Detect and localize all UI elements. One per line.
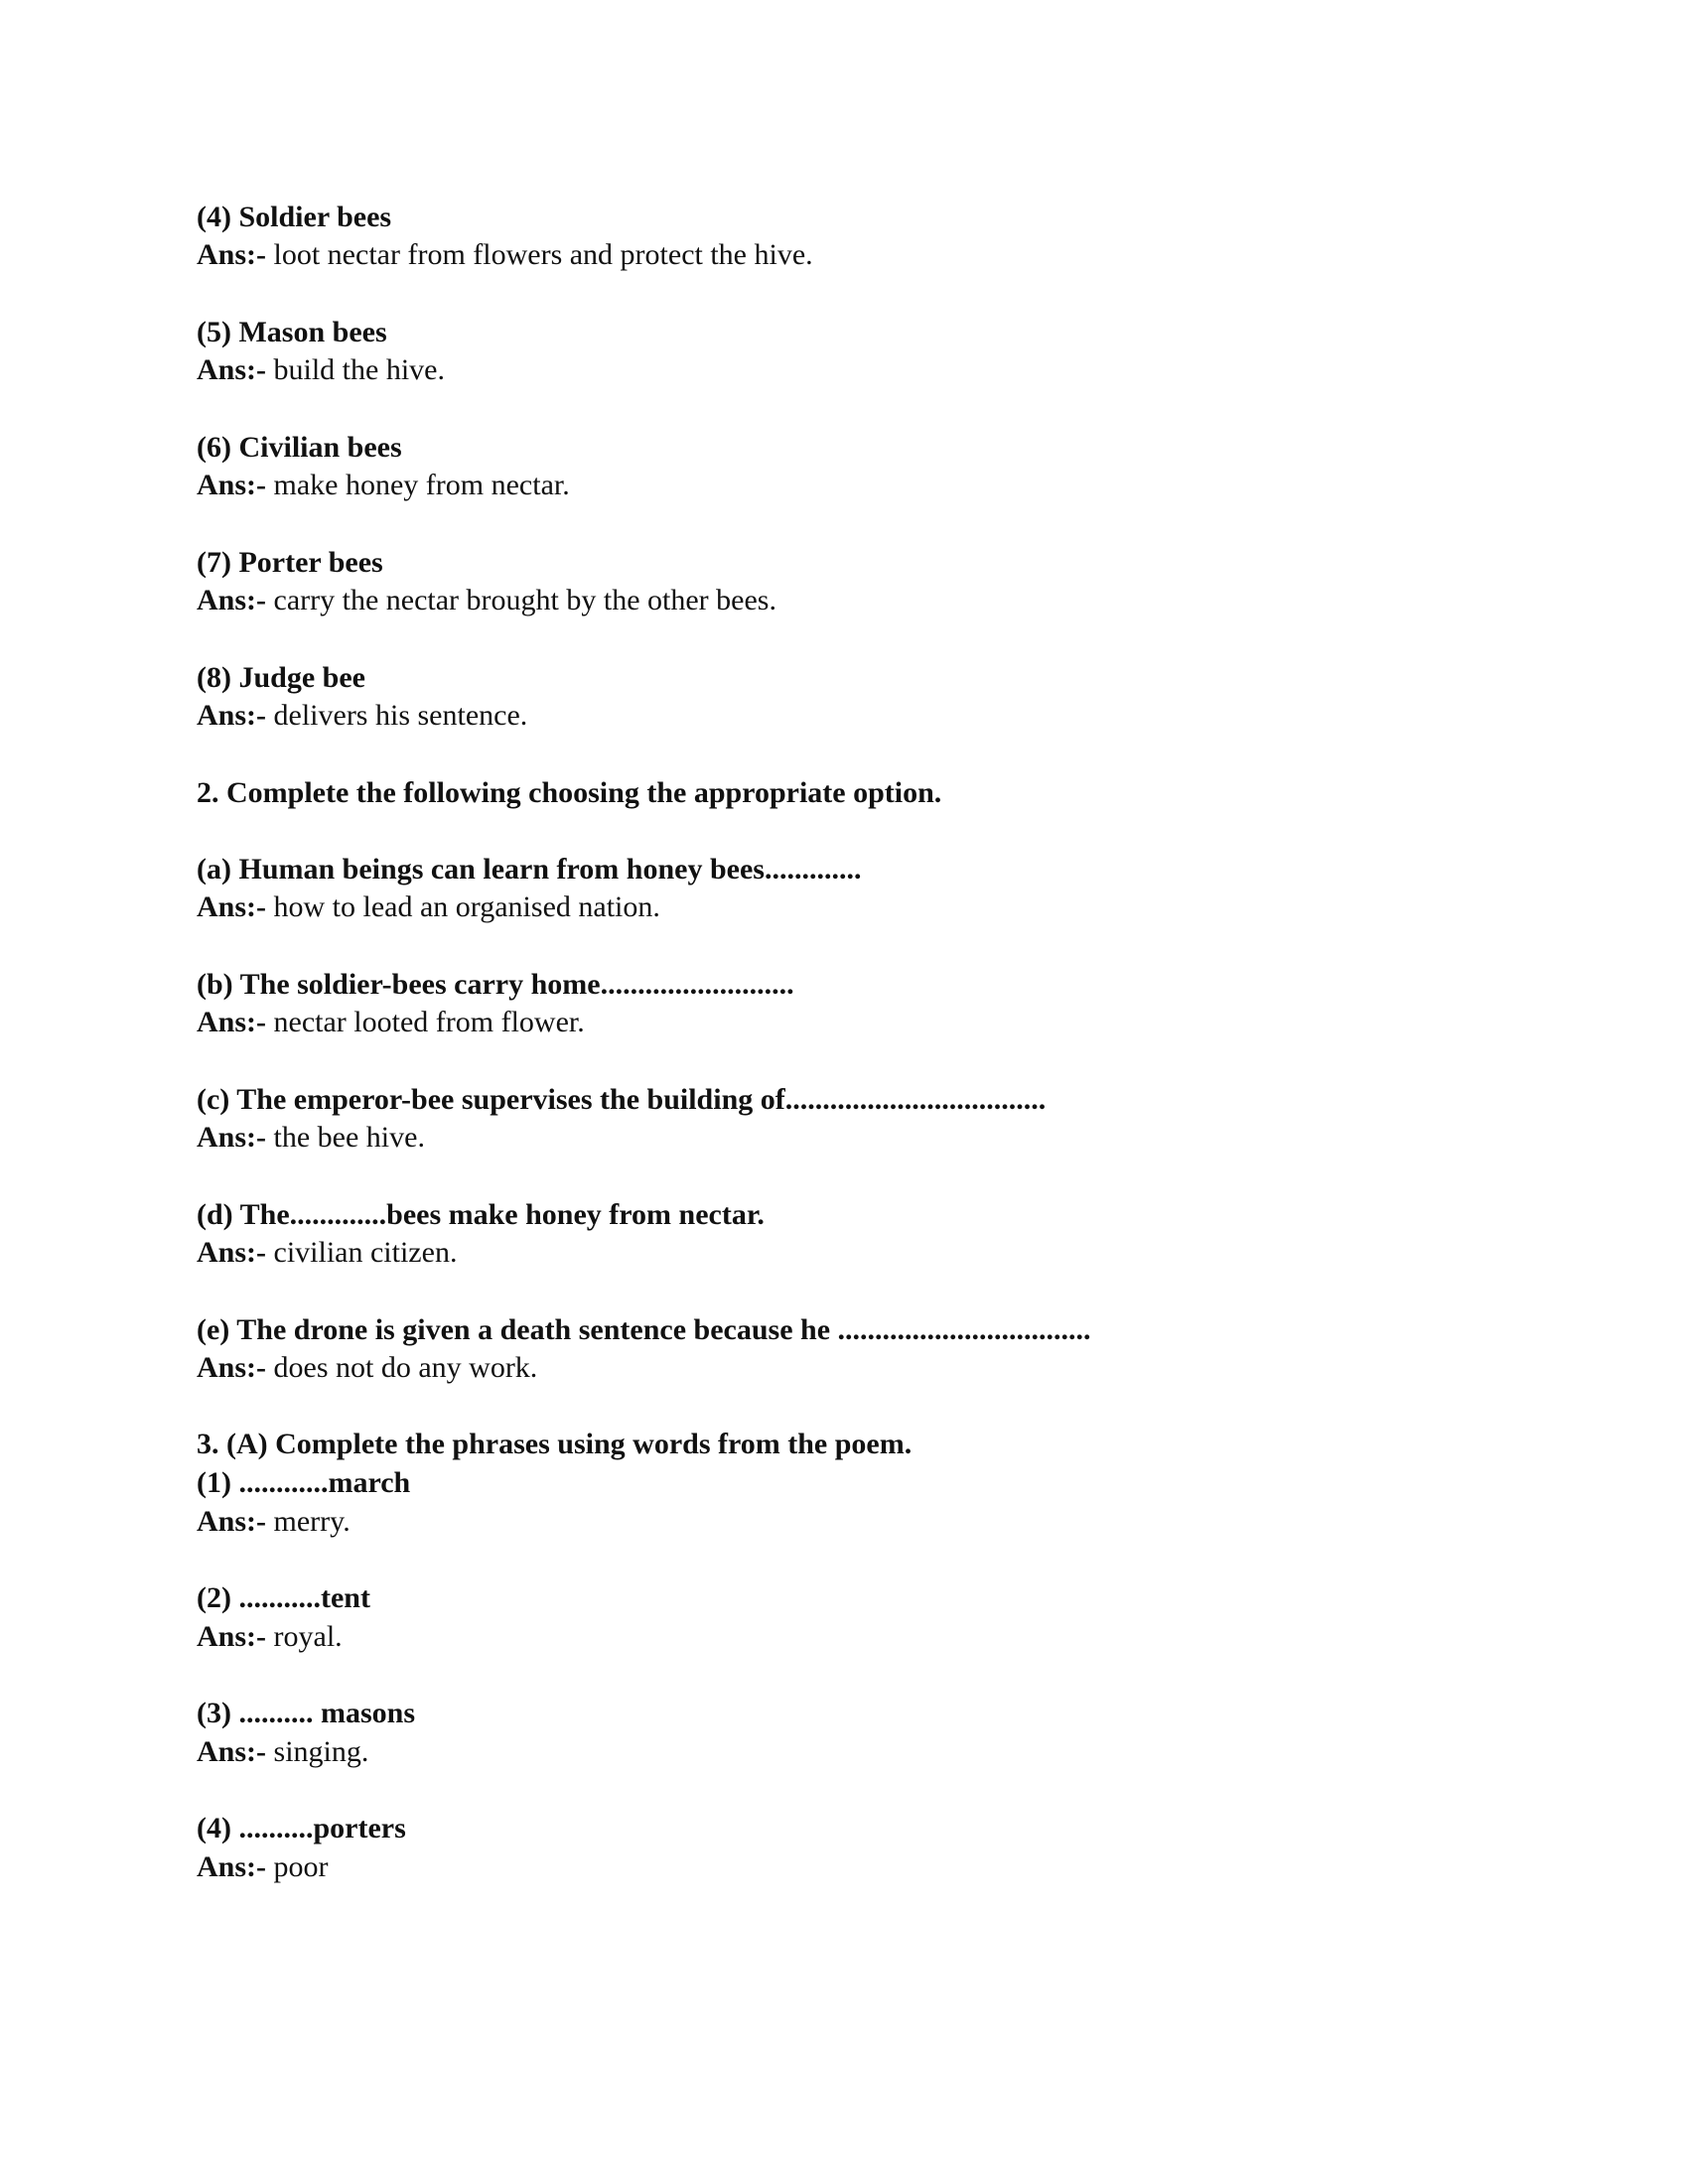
answer-label: Ans:-: [197, 469, 267, 501]
question-3a-1: (1) ............march: [197, 1466, 411, 1499]
answer-text: merry.: [266, 1505, 351, 1538]
answer-label: Ans:-: [197, 1121, 267, 1154]
answer-text: build the hive.: [266, 353, 445, 386]
question-2e: (e) The drone is given a death sentence because he ..................................: [197, 1313, 1091, 1346]
answer-label: Ans:-: [197, 1505, 267, 1538]
answer-label: Ans:-: [197, 353, 267, 386]
answer-text: how to lead an organised nation.: [266, 890, 660, 923]
answer-judge-bee: [197, 697, 527, 735]
answer-text: delivers his sentence.: [266, 699, 528, 732]
answer-2d: [197, 1234, 457, 1272]
answer-porter-bees: [197, 582, 776, 619]
question-2b: (b) The soldier-bees carry home..........................: [197, 968, 794, 1001]
answer-2c: [197, 1119, 425, 1157]
answer-text: royal.: [266, 1620, 343, 1653]
answer-label: Ans:-: [197, 584, 267, 616]
answer-text: poor: [266, 1850, 329, 1883]
answer-label: Ans:-: [197, 238, 267, 271]
section-3-heading: 3. (A) Complete the phrases using words from the poem.: [197, 1428, 913, 1460]
answer-text: singing.: [266, 1735, 369, 1768]
answer-text: make honey from nectar.: [266, 469, 570, 501]
section-2-heading: 2. Complete the following choosing the appropriate option.: [197, 776, 942, 809]
answer-label: Ans:-: [197, 699, 267, 732]
answer-text: carry the nectar brought by the other bees.: [266, 584, 776, 616]
question-3a-3: (3) .......... masons: [197, 1697, 416, 1729]
answer-label: Ans:-: [197, 1850, 267, 1883]
answer-label: Ans:-: [197, 890, 267, 923]
answer-mason-bees: [197, 351, 445, 389]
answer-text: loot nectar from flowers and protect the hive.: [266, 238, 813, 271]
answer-label: Ans:-: [197, 1735, 267, 1768]
answer-2b: [197, 1004, 585, 1041]
answer-label: Ans:-: [197, 1006, 267, 1038]
answer-3a-1: [197, 1503, 351, 1541]
answer-text: does not do any work.: [266, 1351, 538, 1384]
answer-2e: [197, 1349, 537, 1387]
question-3a-4: (4) ..........porters: [197, 1812, 406, 1844]
answer-label: Ans:-: [197, 1236, 267, 1269]
answer-2a: [197, 888, 660, 926]
question-soldier-bees: (4) Soldier bees: [197, 201, 392, 233]
answer-text: civilian citizen.: [266, 1236, 458, 1269]
answer-3a-2: [197, 1618, 343, 1656]
answer-civilian-bees: [197, 467, 570, 504]
answer-label: Ans:-: [197, 1351, 267, 1384]
question-porter-bees: (7) Porter bees: [197, 546, 383, 579]
question-3a-2: (2) ...........tent: [197, 1581, 370, 1614]
question-2c: (c) The emperor-bee supervises the building of...................................: [197, 1083, 1047, 1116]
answer-soldier-bees: [197, 236, 813, 274]
answer-text: nectar looted from flower.: [266, 1006, 585, 1038]
question-judge-bee: (8) Judge bee: [197, 661, 365, 694]
answer-3a-3: [197, 1733, 368, 1771]
answer-3a-4: [197, 1848, 329, 1886]
question-2a: (a) Human beings can learn from honey bees.............: [197, 853, 862, 886]
question-2d: (d) The.............bees make honey from nectar.: [197, 1198, 765, 1231]
question-mason-bees: (5) Mason bees: [197, 316, 387, 348]
question-civilian-bees: (6) Civilian bees: [197, 431, 402, 464]
answer-label: Ans:-: [197, 1620, 267, 1653]
answer-text: the bee hive.: [266, 1121, 425, 1154]
